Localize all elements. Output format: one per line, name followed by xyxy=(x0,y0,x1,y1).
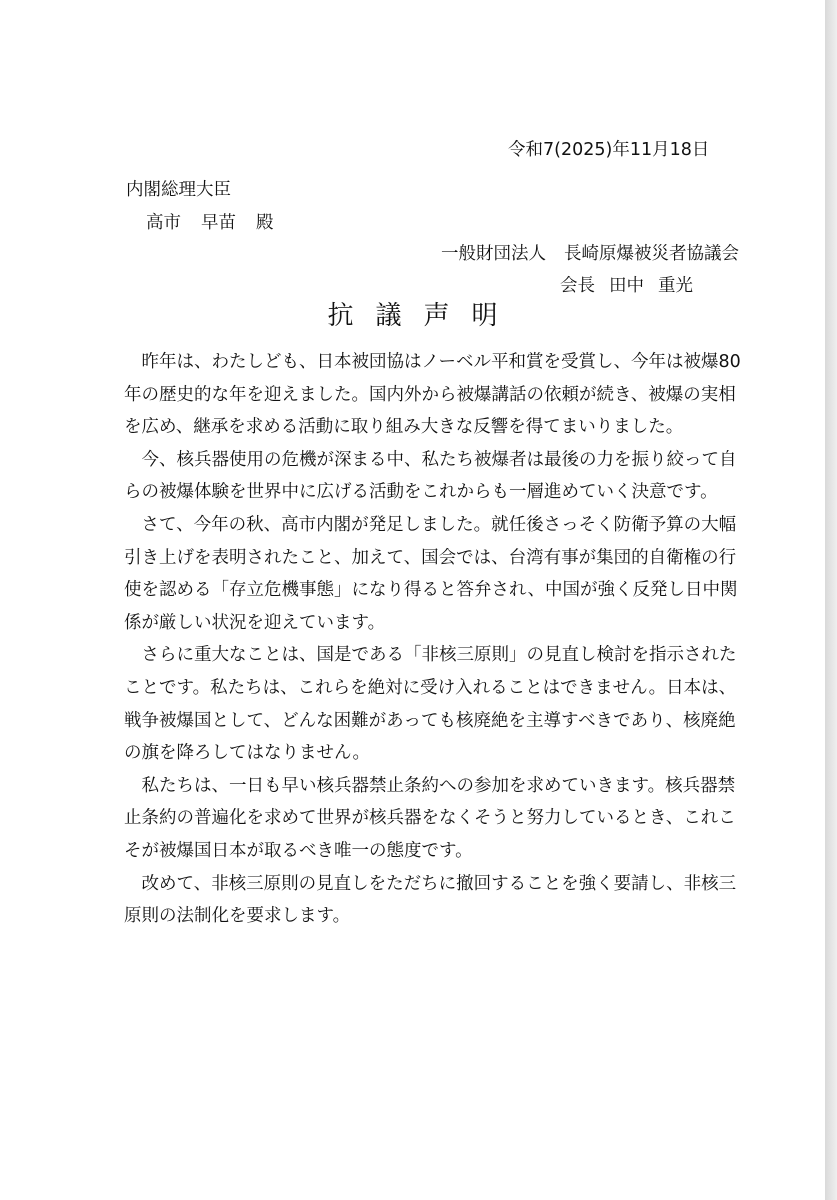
body-line: 引き上げを表明されたこと、加えて、国会では、台湾有事が集団的自衛権の行 xyxy=(124,547,737,568)
sender-role: 会長 xyxy=(560,276,595,296)
sender-president xyxy=(560,274,707,298)
body-line: 戦争被爆国として、どんな困難があっても核廃絶を主導すべきであり、核廃絶 xyxy=(124,710,736,731)
document-date: 令和7(2025)年11月18日 xyxy=(508,140,710,160)
body-line: さて、今年の秋、高市内閣が発足しました。就任後さっそく防衛予算の大幅 xyxy=(124,514,737,535)
page-edge-shadow xyxy=(825,0,837,1200)
body-line: 昨年は、わたしども、日本被団協はノーベル平和賞を受賞し、今年は被爆80 xyxy=(124,352,741,372)
body-line: 係が厳しい状況を迎えています。 xyxy=(124,612,386,633)
sender-org-name: 長崎原爆被災者協議会 xyxy=(564,244,739,264)
body-line: 年の歴史的な年を迎えました。国内外から被爆講話の依頼が続き、被爆の実相 xyxy=(124,384,736,405)
body-line: さらに重大なことは、国是である「非核三原則」の見直し検討を指示された xyxy=(124,645,737,666)
body-line: 改めて、非核三原則の見直しをただちに撤回することを強く要請し、非核三 xyxy=(124,873,737,894)
body-line: の旗を降ろしてはなりません。 xyxy=(124,743,371,764)
body-line: 私たちは、一日も早い核兵器禁止条約への参加を求めていきます。核兵器禁 xyxy=(124,775,736,796)
addressee-surname: 高市 xyxy=(146,213,181,233)
document-heading: 抗議声明 xyxy=(327,301,520,331)
statement-body xyxy=(124,346,741,933)
addressee-title: 内閣総理大臣 xyxy=(126,180,231,200)
body-line: 今、核兵器使用の危機が深まる中、私たち被爆者は最後の力を振り絞って自 xyxy=(124,449,737,470)
sender-org-type: 一般財団法人 xyxy=(441,244,546,264)
body-line: そが被爆国日本が取るべき唯一の態度です。 xyxy=(124,840,473,861)
body-line: 原則の法制化を要求します。 xyxy=(124,906,351,927)
addressee-given-name: 早苗 xyxy=(201,213,236,233)
body-line: ことです。私たちは、これらを絶対に受け入れることはできません。日本は、 xyxy=(124,677,737,698)
addressee-name xyxy=(146,211,294,235)
sender-organization xyxy=(441,242,739,266)
sender-surname: 田中 xyxy=(609,276,644,296)
body-line: らの被爆体験を世界中に広げる活動をこれからも一層進めていく決意です。 xyxy=(124,482,718,503)
body-line: 止条約の普遍化を求めて世界が核兵器をなくそうと努力しているとき、これこ xyxy=(124,808,736,829)
addressee-honorific: 殿 xyxy=(256,213,274,233)
body-line: 使を認める「存立危機事態」になり得ると答弁され、中国が強く反発し日中関 xyxy=(124,580,738,601)
sender-given-name: 重光 xyxy=(658,276,693,296)
body-line: を広め、継承を求める活動に取り組み大きな反響を得てまいりました。 xyxy=(124,417,684,438)
